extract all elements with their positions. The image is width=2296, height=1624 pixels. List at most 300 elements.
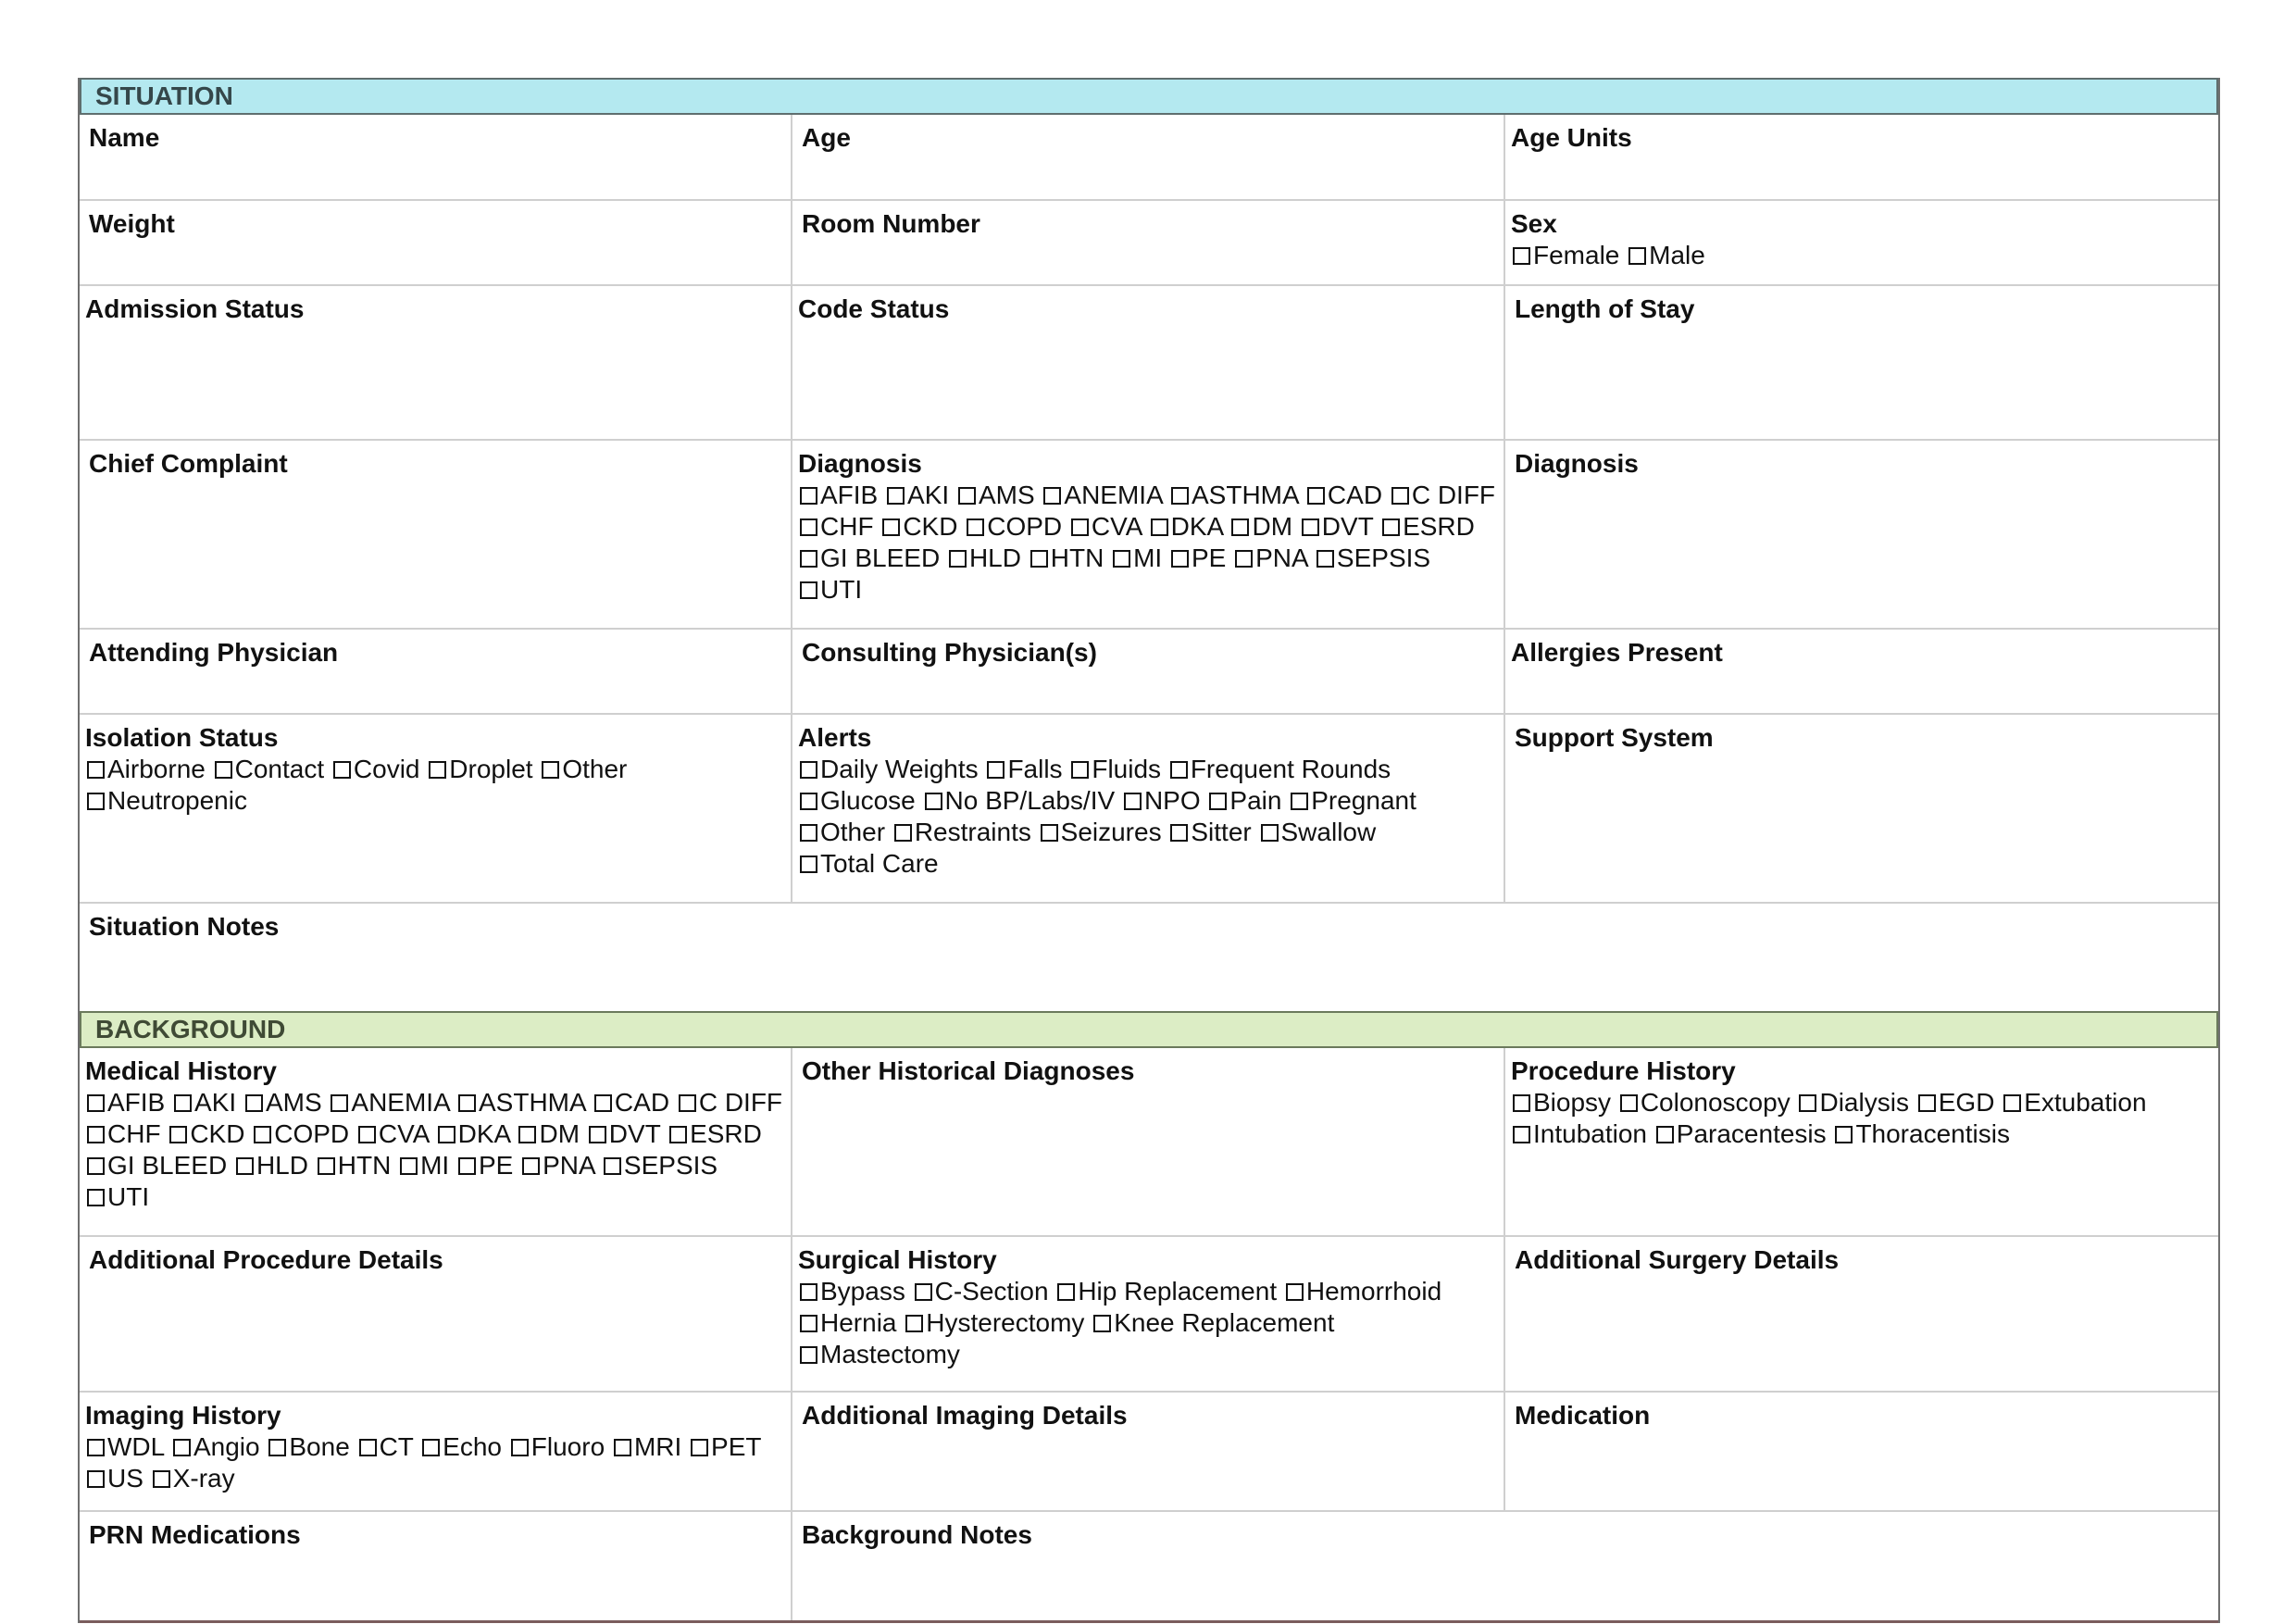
checkbox-option[interactable] <box>593 1088 669 1117</box>
checkbox-icon[interactable] <box>511 1439 529 1456</box>
prn-medications-field[interactable] <box>80 1512 792 1620</box>
checkbox-option[interactable] <box>540 755 627 783</box>
checkbox-option[interactable] <box>1168 755 1391 783</box>
checkbox-icon[interactable] <box>1835 1126 1853 1143</box>
age-units-label: Age Units <box>1511 123 1632 152</box>
checkbox-icon[interactable] <box>1171 550 1189 568</box>
checkbox-label: EGD <box>1938 1088 1995 1117</box>
checkbox-label: Glucose <box>820 786 916 815</box>
checkbox-icon[interactable] <box>1628 247 1646 265</box>
checkbox-option[interactable] <box>2002 1088 2146 1117</box>
checkbox-icon[interactable] <box>245 1094 263 1112</box>
checkbox-option[interactable] <box>904 1308 1084 1337</box>
checkbox-icon[interactable] <box>1043 487 1061 505</box>
surgical-history-field <box>792 1237 1505 1391</box>
checkbox-option[interactable] <box>668 1119 762 1148</box>
checkbox-label: DVT <box>1321 512 1374 541</box>
checkbox-option[interactable] <box>456 1088 585 1117</box>
medical-history-options <box>85 1087 785 1213</box>
sex-field <box>1505 201 2218 284</box>
checkbox-label: Pregnant <box>1311 786 1416 815</box>
checkbox-option[interactable] <box>1169 481 1298 509</box>
checkbox-icon[interactable] <box>1151 518 1168 536</box>
checkbox-label: Echo <box>443 1432 502 1461</box>
checkbox-label: Covid <box>353 755 420 783</box>
chief-complaint-label: Chief Complaint <box>89 449 288 478</box>
checkbox-option[interactable] <box>357 1432 414 1461</box>
checkbox-option[interactable] <box>85 1088 165 1117</box>
checkbox-icon[interactable] <box>268 1439 286 1456</box>
additional-imaging-field[interactable] <box>792 1393 1505 1510</box>
checkbox-icon[interactable] <box>679 1094 696 1112</box>
checkbox-option[interactable] <box>798 755 979 783</box>
checkbox-option[interactable] <box>965 512 1062 541</box>
checkbox-option[interactable] <box>1042 481 1162 509</box>
checkbox-label: Daily Weights <box>820 755 979 783</box>
checkbox-option[interactable] <box>947 543 1021 572</box>
medical-history-field <box>80 1048 792 1235</box>
checkbox-option[interactable] <box>316 1151 392 1180</box>
checkbox-option[interactable] <box>436 1119 510 1148</box>
age-field[interactable] <box>792 115 1505 199</box>
checkbox-option[interactable] <box>677 1088 782 1117</box>
checkbox-option[interactable] <box>509 1432 605 1461</box>
checkbox-icon[interactable] <box>215 761 232 779</box>
checkbox-option[interactable] <box>1149 512 1223 541</box>
checkbox-icon[interactable] <box>905 1315 923 1332</box>
checkbox-label: Airborne <box>107 755 206 783</box>
checkbox-option[interactable] <box>880 512 957 541</box>
checkbox-icon[interactable] <box>589 1126 606 1143</box>
checkbox-icon[interactable] <box>1057 1283 1075 1301</box>
additional-procedure-field[interactable] <box>80 1237 792 1391</box>
checkbox-icon[interactable] <box>87 793 105 810</box>
checkbox-option[interactable] <box>923 786 1116 815</box>
other-diagnoses-field[interactable] <box>792 1048 1505 1235</box>
consulting-physicians-field[interactable] <box>792 630 1505 713</box>
checkbox-icon[interactable] <box>1302 518 1319 536</box>
name-field[interactable] <box>80 115 792 199</box>
checkbox-icon[interactable] <box>691 1439 708 1456</box>
situation-notes-label: Situation Notes <box>89 912 280 941</box>
checkbox-icon[interactable] <box>1307 487 1325 505</box>
checkbox-icon[interactable] <box>614 1439 631 1456</box>
checkbox-icon[interactable] <box>358 1126 376 1143</box>
additional-imaging-label: Additional Imaging Details <box>802 1401 1128 1430</box>
checkbox-option[interactable] <box>587 1119 661 1148</box>
checkbox-icon[interactable] <box>522 1157 540 1175</box>
checkbox-icon[interactable] <box>1093 1315 1111 1332</box>
checkbox-label: Hysterectomy <box>926 1308 1085 1337</box>
room-number-field[interactable] <box>792 201 1505 284</box>
checkbox-label: CAD <box>1327 481 1383 509</box>
checkbox-option[interactable] <box>913 1277 1049 1305</box>
checkbox-option[interactable] <box>612 1432 681 1461</box>
procedure-history-label: Procedure History <box>1511 1056 1736 1085</box>
checkbox-icon[interactable] <box>87 1157 105 1175</box>
checkbox-label: ESRD <box>1403 512 1475 541</box>
checkbox-option[interactable] <box>1511 241 1619 269</box>
checkbox-label: Intubation <box>1533 1119 1647 1148</box>
checkbox-option[interactable] <box>1289 786 1416 815</box>
checkbox-label: AKI <box>907 481 950 509</box>
code-status-field[interactable] <box>792 286 1505 439</box>
background-header-text: BACKGROUND <box>95 1015 286 1043</box>
checkbox-icon[interactable] <box>987 761 1004 779</box>
checkbox-option[interactable] <box>331 755 420 783</box>
checkbox-icon[interactable] <box>1316 550 1334 568</box>
checkbox-icon[interactable] <box>800 487 817 505</box>
name-label: Name <box>89 123 160 152</box>
checkbox-option[interactable] <box>1300 512 1374 541</box>
checkbox-option[interactable] <box>798 481 878 509</box>
checkbox-option[interactable] <box>1380 512 1475 541</box>
checkbox-option[interactable] <box>85 786 247 815</box>
background-notes-label: Background Notes <box>802 1520 1032 1549</box>
checkbox-icon[interactable] <box>174 1094 192 1112</box>
situation-row-4 <box>80 441 2218 630</box>
checkbox-icon[interactable] <box>359 1439 377 1456</box>
surgical-history-options <box>798 1276 1474 1370</box>
checkbox-option[interactable] <box>456 1151 513 1180</box>
checkbox-icon[interactable] <box>800 761 817 779</box>
checkbox-icon[interactable] <box>87 1126 105 1143</box>
checkbox-label: PE <box>478 1151 514 1180</box>
checkbox-icon[interactable] <box>887 487 905 505</box>
checkbox-label: Female <box>1533 241 1620 269</box>
checkbox-label: CT <box>379 1432 414 1461</box>
checkbox-option[interactable] <box>85 1464 144 1493</box>
checkbox-icon[interactable] <box>254 1126 271 1143</box>
attending-physician-field[interactable] <box>80 630 792 713</box>
checkbox-option[interactable] <box>1797 1088 1908 1117</box>
procedure-history-options <box>1511 1087 2213 1150</box>
checkbox-option[interactable] <box>85 1151 227 1180</box>
checkbox-label: HTN <box>1050 543 1104 572</box>
checkbox-icon[interactable] <box>458 1157 476 1175</box>
checkbox-icon[interactable] <box>1071 761 1089 779</box>
checkbox-icon[interactable] <box>1286 1283 1304 1301</box>
situation-row-6 <box>80 715 2218 904</box>
checkbox-label: UTI <box>107 1182 150 1211</box>
checkbox-label: DM <box>1252 512 1293 541</box>
checkbox-label: DVT <box>608 1119 661 1148</box>
checkbox-option[interactable] <box>267 1432 349 1461</box>
checkbox-icon[interactable] <box>1513 247 1530 265</box>
checkbox-label: C DIFF <box>1411 481 1496 509</box>
diagnosis-notes-label: Diagnosis <box>1515 449 1639 478</box>
checkbox-icon[interactable] <box>949 550 967 568</box>
checkbox-label: Thoracentisis <box>1855 1119 2010 1148</box>
checkbox-icon[interactable] <box>1170 824 1188 842</box>
diagnosis-label: Diagnosis <box>798 449 922 478</box>
checkbox-option[interactable] <box>798 849 939 878</box>
checkbox-label: CVA <box>1091 512 1142 541</box>
checkbox-option[interactable] <box>1654 1119 1827 1148</box>
checkbox-option[interactable] <box>1233 543 1307 572</box>
checkbox-icon[interactable] <box>87 1439 105 1456</box>
checkbox-icon[interactable] <box>894 824 912 842</box>
checkbox-icon[interactable] <box>1231 518 1249 536</box>
checkbox-option[interactable] <box>234 1151 308 1180</box>
checkbox-icon[interactable] <box>1391 487 1409 505</box>
admission-status-label: Admission Status <box>85 294 305 323</box>
checkbox-option[interactable] <box>602 1151 718 1180</box>
additional-surgery-field[interactable] <box>1505 1237 2218 1391</box>
checkbox-icon[interactable] <box>87 1189 105 1206</box>
checkbox-option[interactable] <box>1111 543 1162 572</box>
checkbox-option[interactable] <box>798 512 874 541</box>
checkbox-label: Mastectomy <box>820 1340 960 1368</box>
checkbox-option[interactable] <box>1169 543 1226 572</box>
checkbox-option[interactable] <box>798 1277 905 1305</box>
checkbox-option[interactable] <box>1284 1277 1441 1305</box>
checkbox-option[interactable] <box>85 1432 164 1461</box>
checkbox-icon[interactable] <box>669 1126 687 1143</box>
checkbox-icon[interactable] <box>542 761 559 779</box>
checkbox-icon[interactable] <box>915 1283 932 1301</box>
checkbox-icon[interactable] <box>800 1346 817 1364</box>
checkbox-option[interactable] <box>1627 241 1705 269</box>
checkbox-icon[interactable] <box>1620 1094 1638 1112</box>
checkbox-icon[interactable] <box>1918 1094 1936 1112</box>
checkbox-option[interactable] <box>1229 512 1292 541</box>
checkbox-icon[interactable] <box>236 1157 254 1175</box>
checkbox-icon[interactable] <box>1171 487 1189 505</box>
checkbox-option[interactable] <box>172 1088 236 1117</box>
checkbox-icon[interactable] <box>153 1470 170 1488</box>
checkbox-option[interactable] <box>1069 755 1161 783</box>
checkbox-icon[interactable] <box>1124 793 1142 810</box>
checkbox-icon[interactable] <box>87 761 105 779</box>
checkbox-option[interactable] <box>1207 786 1281 815</box>
checkbox-option[interactable] <box>1055 1277 1277 1305</box>
checkbox-label: ASTHMA <box>479 1088 586 1117</box>
checkbox-option[interactable] <box>520 1151 594 1180</box>
checkbox-option[interactable] <box>85 1182 149 1211</box>
checkbox-label: Hip Replacement <box>1078 1277 1278 1305</box>
checkbox-icon[interactable] <box>1513 1126 1530 1143</box>
checkbox-label: Dialysis <box>1819 1088 1909 1117</box>
checkbox-icon[interactable] <box>1209 793 1227 810</box>
checkbox-option[interactable] <box>798 1340 960 1368</box>
diagnosis-options <box>798 480 1498 606</box>
checkbox-option[interactable] <box>1122 786 1201 815</box>
checkbox-icon[interactable] <box>800 518 817 536</box>
checkbox-option[interactable] <box>1092 1308 1334 1337</box>
checkbox-option[interactable] <box>798 543 940 572</box>
medication-field[interactable] <box>1505 1393 2218 1510</box>
checkbox-icon[interactable] <box>173 1439 191 1456</box>
checkbox-icon[interactable] <box>518 1126 536 1143</box>
background-notes-field[interactable] <box>792 1512 2218 1620</box>
checkbox-option[interactable] <box>1618 1088 1791 1117</box>
checkbox-option[interactable] <box>798 818 885 846</box>
support-system-field[interactable] <box>1505 715 2218 902</box>
isolation-status-label: Isolation Status <box>85 723 279 752</box>
checkbox-icon[interactable] <box>1513 1094 1530 1112</box>
situation-section-header <box>80 78 2218 115</box>
length-of-stay-field[interactable] <box>1505 286 2218 439</box>
checkbox-label: HLD <box>968 543 1021 572</box>
checkbox-label: Contact <box>234 755 325 783</box>
checkbox-label: MI <box>420 1151 450 1180</box>
checkbox-icon[interactable] <box>169 1126 187 1143</box>
checkbox-icon[interactable] <box>87 1470 105 1488</box>
checkbox-icon[interactable] <box>604 1157 621 1175</box>
checkbox-icon[interactable] <box>2003 1094 2021 1112</box>
checkbox-option[interactable] <box>885 481 949 509</box>
checkbox-label: AMS <box>265 1088 322 1117</box>
checkbox-label: Other <box>562 755 628 783</box>
checkbox-icon[interactable] <box>458 1094 476 1112</box>
imaging-history-options <box>85 1431 785 1494</box>
checkbox-option[interactable] <box>1069 512 1142 541</box>
checkbox-option[interactable] <box>798 786 916 815</box>
checkbox-option[interactable] <box>1916 1088 1995 1117</box>
checkbox-option[interactable] <box>1029 543 1104 572</box>
checkbox-label: AFIB <box>820 481 879 509</box>
checkbox-option[interactable] <box>252 1119 349 1148</box>
admission-status-field[interactable] <box>80 286 792 439</box>
checkbox-icon[interactable] <box>967 518 984 536</box>
checkbox-label: ESRD <box>690 1119 762 1148</box>
checkbox-icon[interactable] <box>1799 1094 1816 1112</box>
checkbox-option[interactable] <box>243 1088 322 1117</box>
checkbox-option[interactable] <box>1305 481 1382 509</box>
checkbox-label: Knee Replacement <box>1114 1308 1335 1337</box>
code-status-label: Code Status <box>798 294 950 323</box>
checkbox-label: HLD <box>256 1151 308 1180</box>
checkbox-icon[interactable] <box>800 793 817 810</box>
checkbox-option[interactable] <box>85 1119 161 1148</box>
checkbox-option[interactable] <box>1390 481 1495 509</box>
checkbox-label: Bypass <box>820 1277 905 1305</box>
checkbox-option[interactable] <box>1259 818 1377 846</box>
checkbox-option[interactable] <box>1315 543 1430 572</box>
checkbox-icon[interactable] <box>800 856 817 873</box>
checkbox-icon[interactable] <box>1030 550 1048 568</box>
additional-procedure-label: Additional Procedure Details <box>89 1245 443 1274</box>
checkbox-icon[interactable] <box>1656 1126 1674 1143</box>
checkbox-icon[interactable] <box>1071 518 1089 536</box>
background-row-2 <box>80 1237 2218 1393</box>
checkbox-icon[interactable] <box>331 1094 348 1112</box>
checkbox-option[interactable] <box>151 1464 235 1493</box>
checkbox-option[interactable] <box>798 575 862 604</box>
checkbox-option[interactable] <box>892 818 1031 846</box>
checkbox-icon[interactable] <box>438 1126 455 1143</box>
checkbox-icon[interactable] <box>1235 550 1253 568</box>
checkbox-icon[interactable] <box>318 1157 335 1175</box>
allergies-field[interactable] <box>1505 630 2218 713</box>
checkbox-icon[interactable] <box>87 1094 105 1112</box>
checkbox-icon[interactable] <box>1261 824 1279 842</box>
checkbox-icon[interactable] <box>925 793 942 810</box>
checkbox-label: GI BLEED <box>107 1151 228 1180</box>
checkbox-label: COPD <box>987 512 1063 541</box>
checkbox-icon[interactable] <box>958 487 976 505</box>
checkbox-icon[interactable] <box>800 550 817 568</box>
checkbox-option[interactable] <box>427 755 532 783</box>
checkbox-option[interactable] <box>213 755 325 783</box>
checkbox-icon[interactable] <box>1041 824 1058 842</box>
checkbox-option[interactable] <box>798 1308 896 1337</box>
checkbox-option[interactable] <box>398 1151 449 1180</box>
checkbox-option[interactable] <box>171 1432 260 1461</box>
checkbox-label: Fluoro <box>530 1432 605 1461</box>
background-row-1 <box>80 1048 2218 1237</box>
checkbox-icon[interactable] <box>1291 793 1308 810</box>
checkbox-label: Extubation <box>2024 1088 2147 1117</box>
checkbox-icon[interactable] <box>1170 761 1188 779</box>
medication-label: Medication <box>1515 1401 1651 1430</box>
checkbox-option[interactable] <box>517 1119 580 1148</box>
situation-row-1 <box>80 115 2218 201</box>
checkbox-option[interactable] <box>85 755 206 783</box>
checkbox-icon[interactable] <box>800 1283 817 1301</box>
checkbox-option[interactable] <box>329 1088 449 1117</box>
checkbox-label: Hemorrhoid <box>1305 1277 1442 1305</box>
alerts-options <box>798 754 1446 880</box>
checkbox-option[interactable] <box>1168 818 1251 846</box>
checkbox-option[interactable] <box>1511 1088 1611 1117</box>
checkbox-label: Seizures <box>1060 818 1162 846</box>
checkbox-label: Swallow <box>1280 818 1377 846</box>
checkbox-label: COPD <box>274 1119 350 1148</box>
checkbox-label: WDL <box>107 1432 165 1461</box>
checkbox-label: ASTHMA <box>1192 481 1299 509</box>
chief-complaint-field[interactable] <box>80 441 792 628</box>
weight-field[interactable] <box>80 201 792 284</box>
checkbox-icon[interactable] <box>1113 550 1130 568</box>
checkbox-option[interactable] <box>1833 1119 2010 1148</box>
background-section-header <box>80 1011 2218 1048</box>
checkbox-label: Total Care <box>820 849 939 878</box>
checkbox-label: Bone <box>289 1432 350 1461</box>
checkbox-icon[interactable] <box>333 761 351 779</box>
checkbox-icon[interactable] <box>594 1094 612 1112</box>
checkbox-option[interactable] <box>1511 1119 1647 1148</box>
checkbox-option[interactable] <box>420 1432 502 1461</box>
sex-options <box>1511 240 2213 271</box>
checkbox-option[interactable] <box>985 755 1062 783</box>
consulting-physicians-label: Consulting Physician(s) <box>802 638 1097 667</box>
checkbox-icon[interactable] <box>400 1157 418 1175</box>
situation-notes-field[interactable] <box>80 904 2218 1011</box>
checkbox-icon[interactable] <box>800 1315 817 1332</box>
age-units-field[interactable] <box>1505 115 2218 199</box>
checkbox-label: CKD <box>903 512 958 541</box>
diagnosis-notes-field[interactable] <box>1505 441 2218 628</box>
checkbox-icon[interactable] <box>422 1439 440 1456</box>
checkbox-label: PNA <box>1255 543 1308 572</box>
checkbox-icon[interactable] <box>800 824 817 842</box>
checkbox-option[interactable] <box>356 1119 429 1148</box>
additional-surgery-label: Additional Surgery Details <box>1515 1245 1840 1274</box>
checkbox-option[interactable] <box>689 1432 761 1461</box>
checkbox-option[interactable] <box>1039 818 1162 846</box>
checkbox-label: Neutropenic <box>107 786 247 815</box>
checkbox-icon[interactable] <box>882 518 900 536</box>
checkbox-icon[interactable] <box>429 761 446 779</box>
checkbox-option[interactable] <box>168 1119 244 1148</box>
checkbox-option[interactable] <box>956 481 1035 509</box>
checkbox-label: PE <box>1191 543 1227 572</box>
imaging-history-label: Imaging History <box>85 1401 281 1430</box>
checkbox-icon[interactable] <box>1382 518 1400 536</box>
checkbox-icon[interactable] <box>800 581 817 599</box>
